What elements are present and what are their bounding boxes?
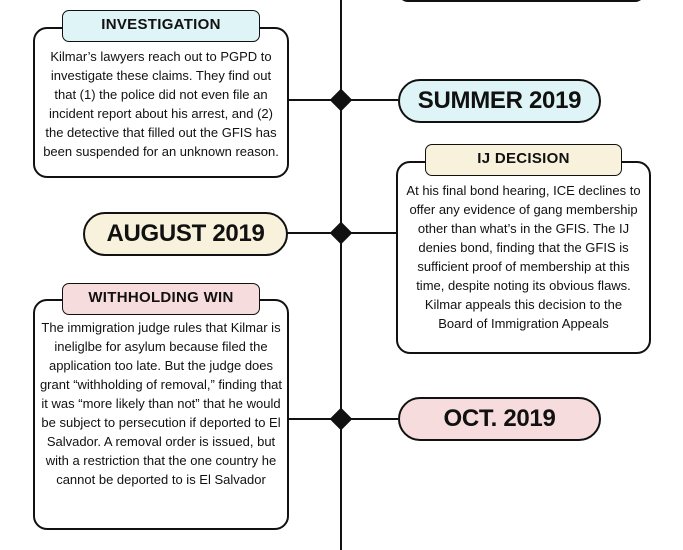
ij-decision-body: At his final bond hearing, ICE declines to offer any evidence of gang membership other than what’s in the GFIS. The IJ denies bond, finding that the GFIS is sufficient proof of membership at this time, despite noting its obvious flaws. Kilmar appeals this decision to the Board of Immigration Appeals <box>406 183 641 331</box>
summer-2019-date: SUMMER 2019 <box>398 79 601 123</box>
investigation-body: Kilmar’s lawyers reach out to PGPD to investigate these claims. They find out that (1) the police did not even file an incident report about his arrest, and (2) the detective that filled out the GFIS has been suspended for an unknown reason. <box>43 49 279 159</box>
withholding-win-title: WITHHOLDING WIN <box>62 283 260 315</box>
investigation-title: INVESTIGATION <box>62 10 260 42</box>
ij-decision-card <box>396 161 651 354</box>
august-2019-node <box>330 222 353 245</box>
oct-2019-node <box>330 408 353 431</box>
ij-decision-title: IJ DECISION <box>425 144 622 176</box>
withholding-win-card <box>33 299 289 530</box>
previous-event-card-edge <box>398 0 645 2</box>
oct-2019-date: OCT. 2019 <box>398 397 601 441</box>
investigation-card <box>33 27 289 178</box>
timeline-vertical-line <box>340 0 342 550</box>
withholding-win-body: The immigration judge rules that Kilmar is ineliglbe for asylum because filed the application too late. But the judge does grant “withholding of removal,” finding that it was “more likely than not” that he would be subject to persecution if deported to El Salvador. A removal order is issued, but with a restriction that the one country he cannot be deported to is El Salvador <box>39 320 283 487</box>
august-2019-date: AUGUST 2019 <box>83 212 288 256</box>
summer-2019-node <box>330 89 353 112</box>
